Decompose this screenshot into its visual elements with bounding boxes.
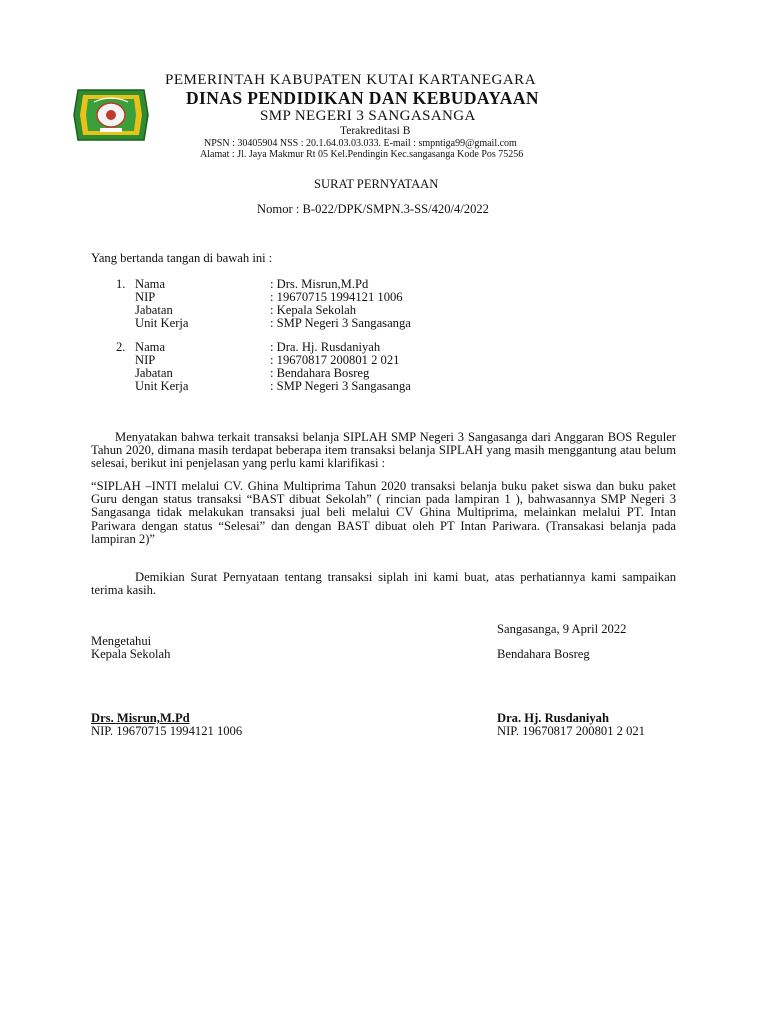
signer-field-value: : Drs. Misrun,M.Pd [270,277,369,291]
department-heading: DINAS PENDIDIKAN DAN KEBUDAYAAN [186,88,539,108]
place-date: Sangasanga, 9 April 2022 [497,622,627,636]
signer-field-value: : SMP Negeri 3 Sangasanga [270,379,411,393]
school-contacts: NPSN : 30405904 NSS : 20.1.64.03.03.033. E-mail : smpntiga99@gmail.com [204,138,517,149]
signer-index: 2. [116,340,126,354]
signer-field-value: : SMP Negeri 3 Sangasanga [270,316,411,330]
principal-title: Kepala Sekolah [91,647,171,661]
treasurer-name: Dra. Hj. Rusdaniyah [497,711,609,725]
signer-field-label: Unit Kerja [135,316,189,330]
signer-field-value: : 19670715 1994121 1006 [270,290,403,304]
government-heading: PEMERINTAH KABUPATEN KUTAI KARTANEGARA [165,72,537,88]
signer-index: 1. [116,277,126,291]
signer-field-label: Unit Kerja [135,379,189,393]
signer-field-value: : Bendahara Bosreg [270,366,370,380]
signer-field-label: Nama [135,277,166,291]
closing-paragraph: Demikian Surat Pernyataan tentang transaksi siplah ini kami buat, atas perhatiannya kami sampaikan terima kasih. [91,570,676,598]
acknowledged-label: Mengetahui [91,634,152,648]
clarification-paragraph: “SIPLAH –INTI melalui CV. Ghina Multiprima Tahun 2020 transaksi belanja buku paket siswa dan buku paket Guru dengan status transaksi “BAST dibuat Sekolah” ( rincian pada lampiran 1 ), bahwasannya SMP Negeri 3 Sangasanga tidak melakukan transaksi jual beli melalui CV Ghina Multiprima, melainkan melalui PT. Intan Pariwara dengan status “Selesai” dan dengan BAST dibuat oleh PT Intan Pariwara. (Transakasi belanja pada lampiran 2)” [91,479,676,546]
signer-field-label: Jabatan [135,366,173,380]
letter-number: Nomor : B-022/DPK/SMPN.3-SS/420/4/2022 [257,202,489,216]
school-name-heading: SMP NEGERI 3 SANGASANGA [260,108,476,124]
signer-field-label: Jabatan [135,303,173,317]
statement-paragraph: Menyatakan bahwa terkait transaksi belanja SIPLAH SMP Negeri 3 Sangasanga dari Anggaran BOS Reguler Tahun 2020, dimana masih terdapat beberapa item transaksi belanja SIPLAH yang masih menggantung atau belum selesai, berikut ini penjelasan yang perlu kami klarifikasi : [91,430,676,471]
opening-line: Yang bertanda tangan di bawah ini : [91,251,273,265]
signer-field-value: : 19670817 200801 2 021 [270,353,400,367]
letter-title: SURAT PERNYATAAN [314,177,439,191]
signer-field-value: : Dra. Hj. Rusdaniyah [270,340,381,354]
signer-field-label: Nama [135,340,166,354]
treasurer-title: Bendahara Bosreg [497,647,590,661]
signer-field-value: : Kepala Sekolah [270,303,357,317]
signer-field-label: NIP [135,353,156,367]
signer-field-label: NIP [135,290,156,304]
accreditation-text: Terakreditasi B [340,125,411,137]
principal-nip: NIP. 19670715 1994121 1006 [91,724,243,738]
regency-emblem-logo [72,84,150,146]
school-address: Alamat : Jl. Jaya Makmur Rt 05 Kel.Pendingin Kec.sangasanga Kode Pos 75256 [200,149,524,160]
principal-name: Drs. Misrun,M.Pd [91,711,190,725]
treasurer-nip: NIP. 19670817 200801 2 021 [497,724,645,738]
